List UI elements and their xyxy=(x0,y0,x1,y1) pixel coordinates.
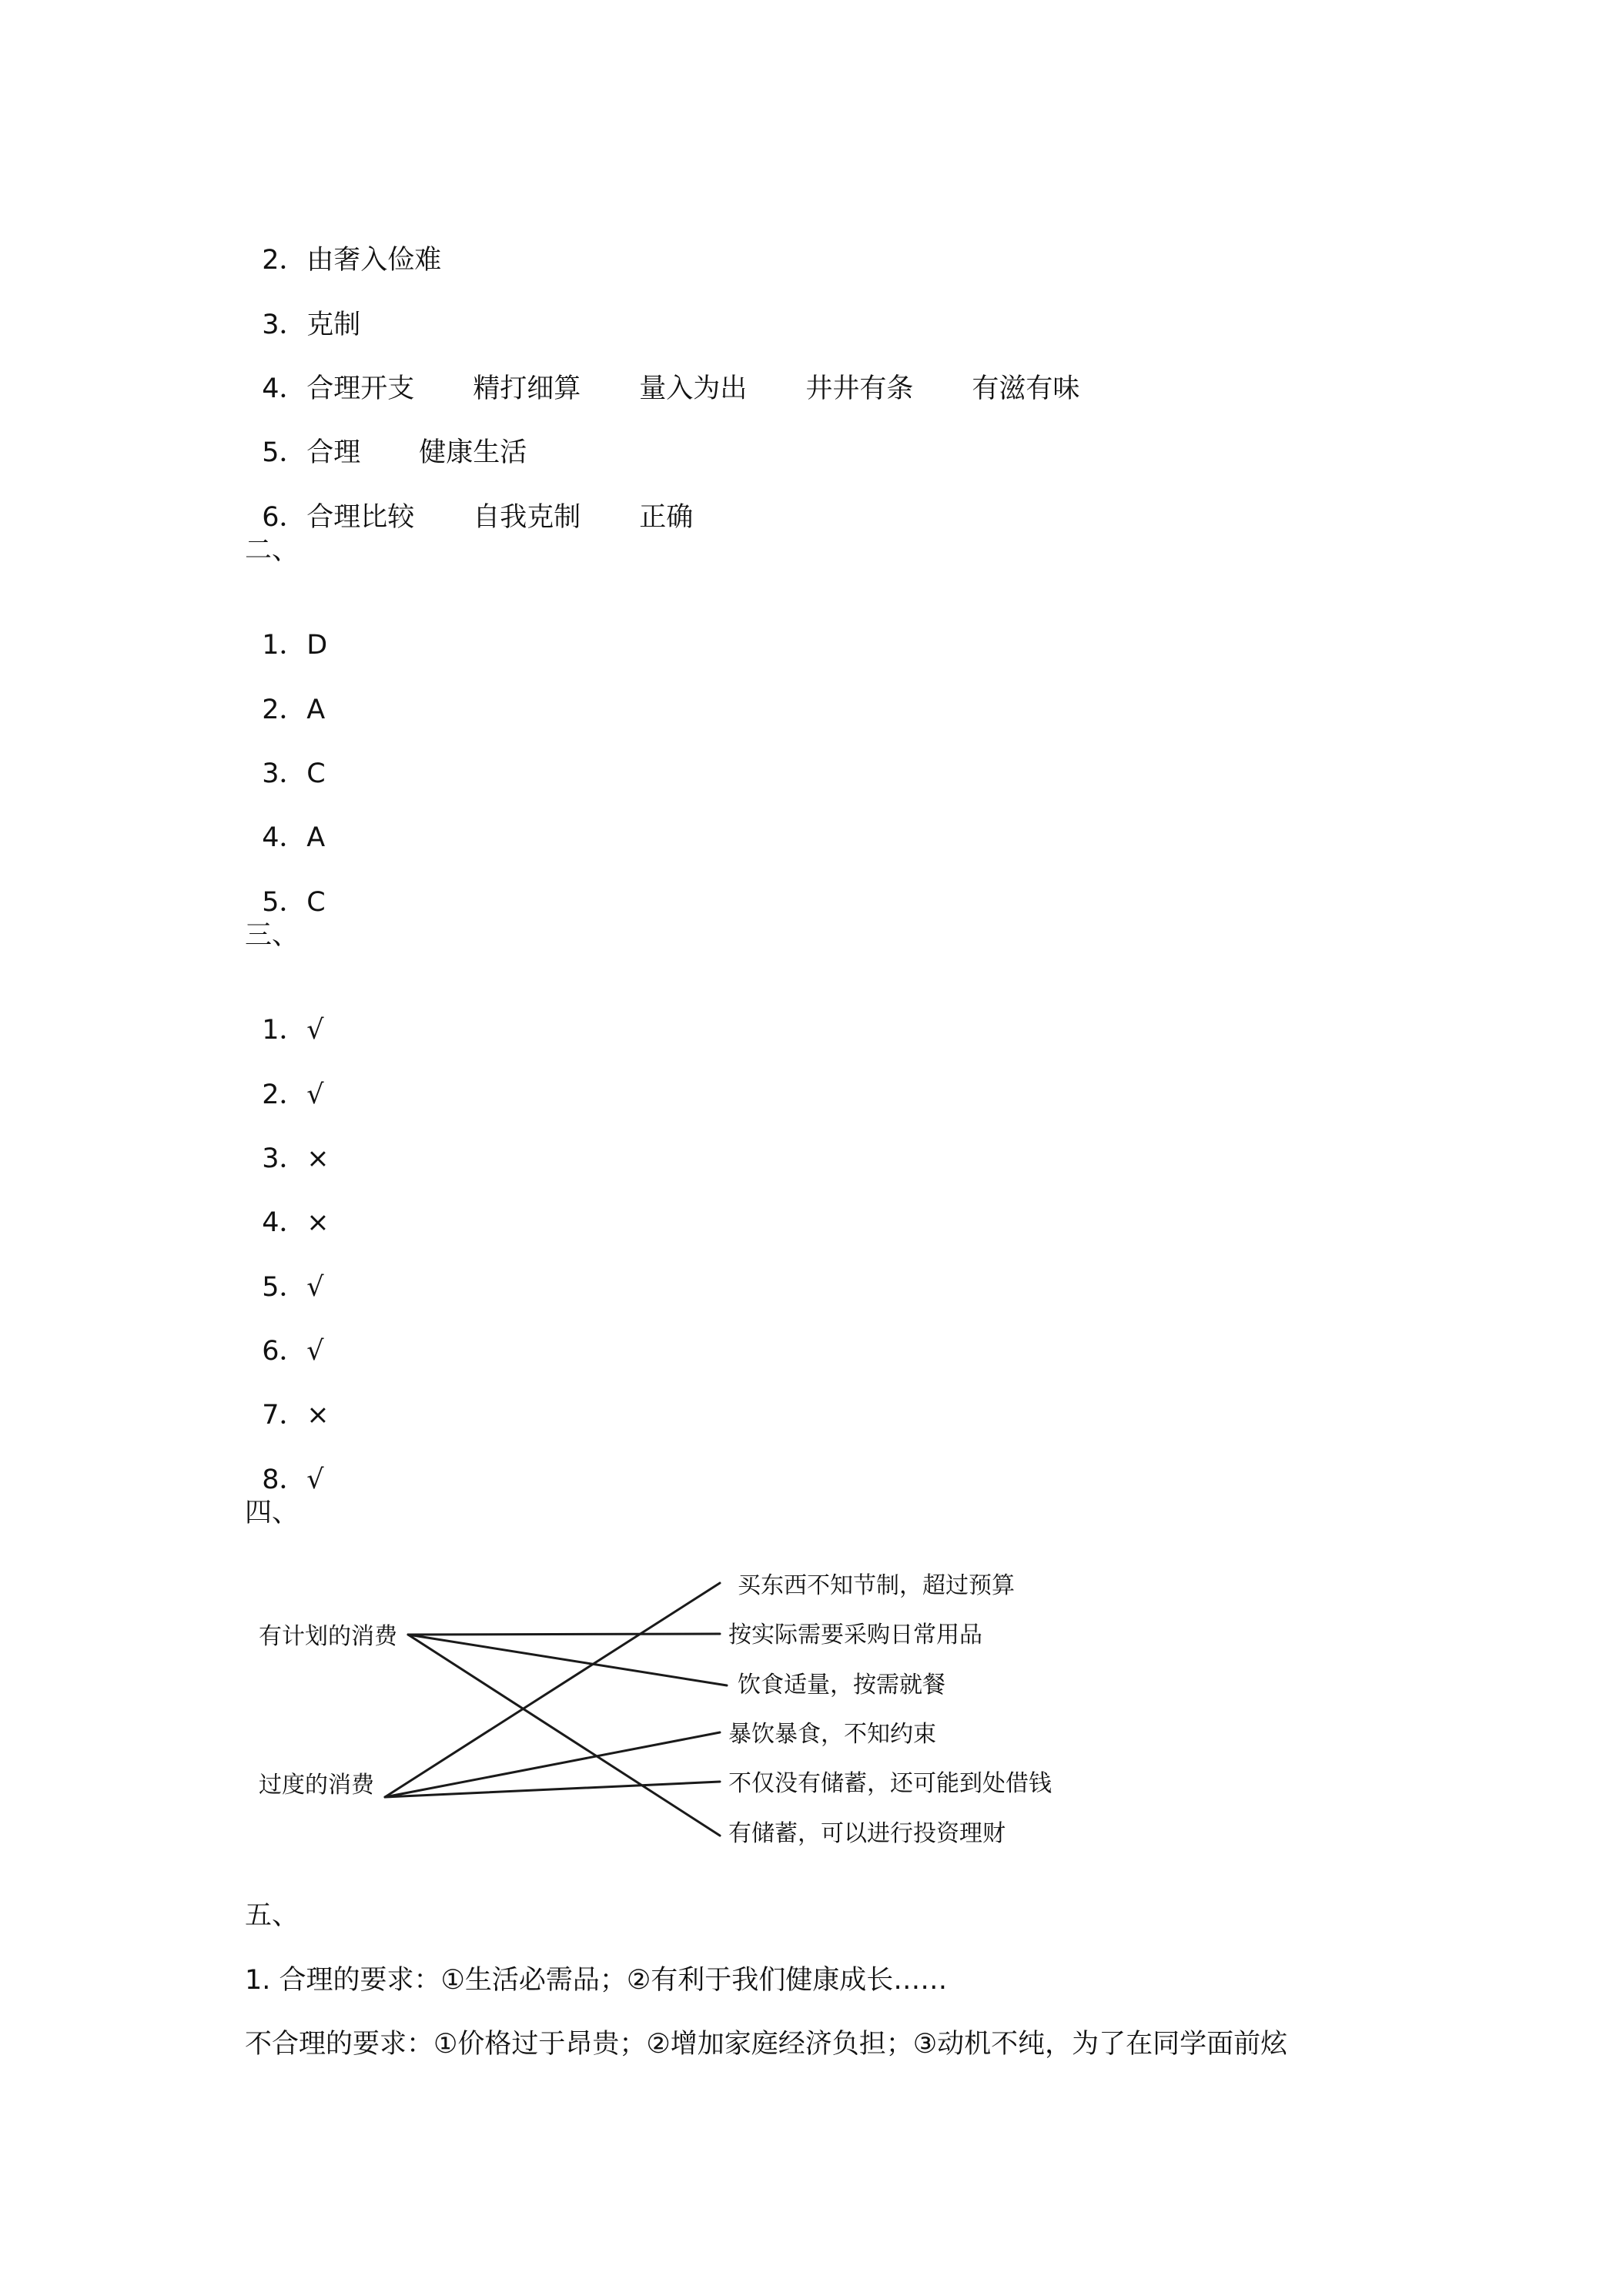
s2-answer xyxy=(245,856,326,918)
s2-answer xyxy=(245,599,327,661)
section-4-heading: 四、 xyxy=(245,1498,300,1528)
s3-answer xyxy=(245,1113,330,1174)
s2-answer-num: 5． xyxy=(262,887,306,918)
s1-row-2-num: 2． xyxy=(262,245,306,276)
s1-row-4-num: 4． xyxy=(262,373,306,404)
s3-answer-num: 2． xyxy=(262,1079,306,1110)
s2-answer-value: A xyxy=(306,694,326,725)
s1-row-4-item-5: 有滋有味 xyxy=(972,373,1080,404)
s1-row-6-num: 6． xyxy=(262,502,306,533)
s3-answer xyxy=(245,1176,330,1238)
s3-answer-num: 8． xyxy=(262,1464,306,1495)
s2-answer-value: D xyxy=(306,630,328,661)
s2-answer xyxy=(245,664,325,725)
s3-answer-value: × xyxy=(306,1207,330,1238)
s5-paragraph-1: 1. 合理的要求：①生活必需品；②有利于我们健康成长…… xyxy=(245,1965,948,1996)
s1-row-6-item-2: 自我克制 xyxy=(473,502,581,533)
s1-row-3-text: 克制 xyxy=(306,310,361,340)
s3-answer-num: 1． xyxy=(262,1015,306,1046)
s2-answer xyxy=(245,792,325,853)
s1-row-4-item-4: 井井有条 xyxy=(805,373,914,404)
match-link-line xyxy=(385,1732,720,1797)
section-2-heading: 二、 xyxy=(245,535,300,566)
section-5-heading: 五、 xyxy=(245,1900,300,1931)
s1-row-4-item-3: 量入为出 xyxy=(639,373,748,404)
match-link-line xyxy=(385,1782,720,1797)
s5-paragraph-2: 不合理的要求：①价格过于昂贵；②增加家庭经济负担；③动机不纯，为了在同学面前炫 xyxy=(245,2029,1288,2060)
s1-row-4 xyxy=(245,343,1079,404)
s3-answer-num: 4． xyxy=(262,1207,306,1238)
match-right-item: 暴饮暴食，不知约束 xyxy=(728,1721,936,1748)
s3-answer-value: × xyxy=(306,1400,330,1431)
s2-answer-num: 4． xyxy=(262,822,306,853)
s1-row-5 xyxy=(245,407,527,468)
match-right-item: 买东西不知节制，超过预算 xyxy=(738,1572,1015,1599)
s2-answer-value: A xyxy=(306,822,326,853)
match-left-planned: 有计划的消费 xyxy=(259,1623,397,1650)
s3-answer-num: 3． xyxy=(262,1143,306,1174)
s3-answer xyxy=(245,1241,324,1303)
s2-answer-num: 1． xyxy=(262,630,306,661)
s3-answer xyxy=(245,984,324,1046)
s1-row-3 xyxy=(245,279,360,340)
s3-answer xyxy=(245,1049,324,1110)
s1-row-4-item-1: 合理开支 xyxy=(306,373,415,404)
s2-answer-value: C xyxy=(306,887,326,918)
match-right-item: 按实际需要采购日常用品 xyxy=(728,1622,982,1648)
s2-answer-num: 3． xyxy=(262,758,306,789)
match-link-line xyxy=(408,1634,720,1635)
s2-answer-num: 2． xyxy=(262,694,306,725)
s1-row-2 xyxy=(245,214,441,276)
s2-answer-value: C xyxy=(306,758,326,789)
s3-answer-num: 7． xyxy=(262,1400,306,1431)
s1-row-6-item-1: 合理比较 xyxy=(306,502,415,533)
s3-answer xyxy=(245,1434,324,1495)
s3-answer xyxy=(245,1305,324,1367)
s3-answer-value: × xyxy=(306,1143,330,1174)
match-left-excessive: 过度的消费 xyxy=(259,1772,374,1799)
section-3-heading: 三、 xyxy=(245,920,300,951)
s1-row-6 xyxy=(245,471,693,533)
s3-answer xyxy=(245,1369,330,1431)
s1-row-5-num: 5． xyxy=(262,437,306,468)
s3-answer-num: 6． xyxy=(262,1336,306,1367)
s1-row-5-item-1: 合理 xyxy=(306,437,361,468)
s1-row-4-item-2: 精打细算 xyxy=(473,373,581,404)
match-right-item: 饮食适量，按需就餐 xyxy=(738,1672,945,1699)
s1-row-2-text: 由奢入俭难 xyxy=(306,245,442,276)
s3-answer-num: 5． xyxy=(262,1272,306,1303)
match-link-line xyxy=(408,1635,720,1836)
s1-row-3-num: 3． xyxy=(262,310,306,340)
s3-answer-value: √ xyxy=(306,1336,324,1367)
s3-answer-value: √ xyxy=(306,1272,324,1303)
s1-row-5-item-2: 健康生活 xyxy=(419,437,527,468)
match-right-item: 有储蓄，可以进行投资理财 xyxy=(728,1820,1006,1847)
s3-answer-value: √ xyxy=(306,1015,324,1046)
s3-answer-value: √ xyxy=(306,1079,324,1110)
s2-answer xyxy=(245,728,326,789)
s1-row-6-item-3: 正确 xyxy=(639,502,694,533)
match-link-line xyxy=(408,1635,727,1685)
s3-answer-value: √ xyxy=(306,1464,324,1495)
match-link-line xyxy=(385,1583,720,1797)
match-right-item: 不仅没有储蓄，还可能到处借钱 xyxy=(728,1770,1052,1797)
